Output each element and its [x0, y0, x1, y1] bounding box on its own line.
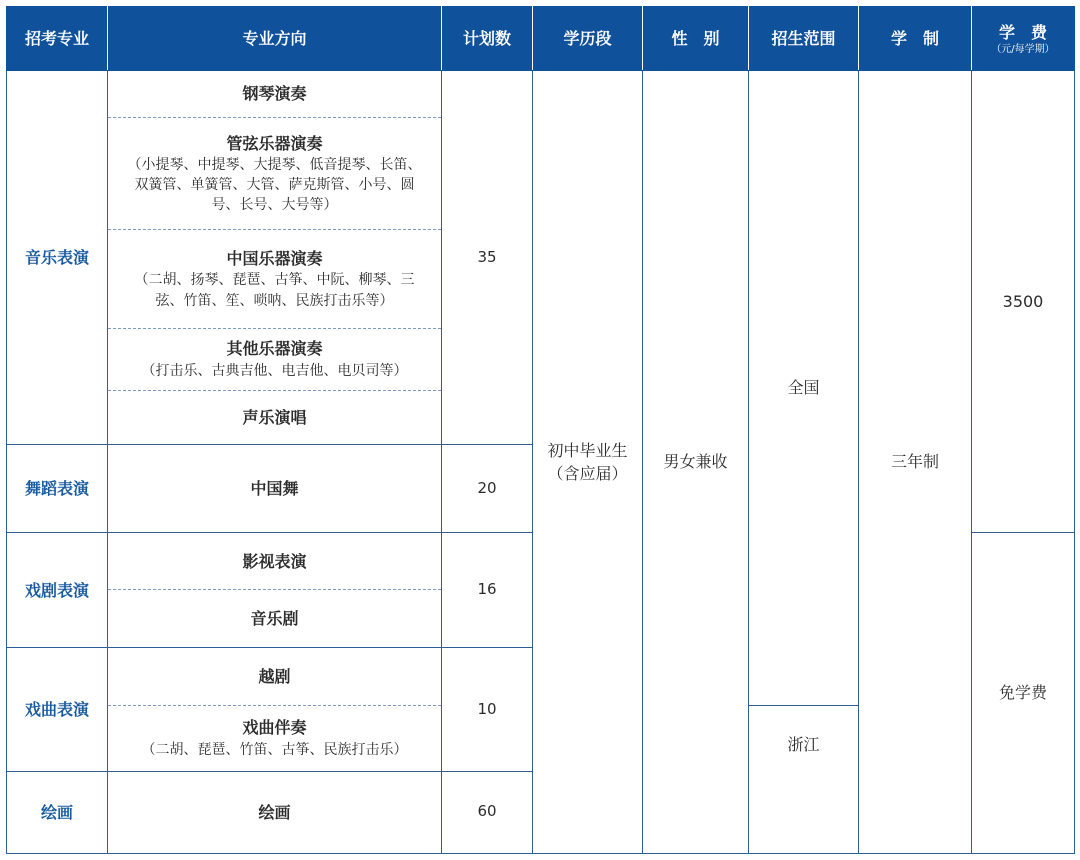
direction-vocal — [108, 390, 442, 444]
plan-painting: 60 — [442, 771, 533, 853]
direction-desc: （二胡、扬琴、琵琶、古筝、中阮、柳琴、三弦、竹笛、笙、唢呐、民族打击乐等） — [134, 272, 415, 309]
header-fee-note: （元/每学期） — [991, 44, 1055, 56]
direction-film-acting — [108, 533, 442, 590]
gender-text: 男女兼收 — [663, 452, 728, 472]
major-dance: 舞蹈表演 — [7, 444, 108, 532]
plan-opera: 10 — [442, 648, 533, 771]
fee-free-text: 免学费 — [998, 683, 1047, 703]
scope-national-text: 全国 — [787, 377, 820, 397]
direction-opera-accompaniment — [108, 705, 442, 771]
direction-name: 其他乐器演奏 — [226, 339, 323, 359]
direction-name: 绘画 — [258, 802, 291, 822]
education-cell — [533, 71, 643, 854]
header-gender: 性 别 — [643, 7, 749, 71]
header-education: 学历段 — [533, 7, 643, 71]
direction-orchestral — [108, 118, 442, 230]
header-direction: 专业方向 — [108, 7, 442, 71]
plan-drama: 16 — [442, 533, 533, 648]
plan-music: 35 — [442, 71, 533, 445]
direction-name: 管弦乐器演奏 — [226, 133, 323, 153]
major-painting: 绘画 — [7, 771, 108, 853]
scope-zhejiang-cell — [749, 705, 859, 853]
admission-table — [6, 6, 1075, 854]
fee-3500-text: 3500 — [1002, 291, 1044, 311]
direction-name: 钢琴演奏 — [242, 84, 307, 104]
direction-desc: （二胡、琵琶、竹笛、古筝、民族打击乐） — [141, 741, 408, 758]
direction-painting — [108, 771, 442, 853]
direction-desc: （打击乐、古典吉他、电吉他、电贝司等） — [141, 362, 408, 379]
header-duration: 学 制 — [859, 7, 972, 71]
fee-3500-cell — [972, 71, 1075, 533]
scope-national-cell — [749, 71, 859, 706]
direction-other-instruments — [108, 328, 442, 390]
education-text: 初中毕业生（含应届） — [547, 440, 628, 483]
fee-free-cell — [972, 533, 1075, 854]
header-scope: 招生范围 — [749, 7, 859, 71]
major-opera: 戏曲表演 — [7, 648, 108, 771]
direction-name: 声乐演唱 — [242, 407, 307, 427]
direction-yue-opera — [108, 648, 442, 705]
header-fee — [972, 7, 1075, 71]
direction-name: 音乐剧 — [250, 609, 299, 629]
direction-chinese-instruments — [108, 230, 442, 328]
header-major: 招考专业 — [7, 7, 108, 71]
major-drama: 戏剧表演 — [7, 533, 108, 648]
header-row — [7, 7, 1075, 71]
scope-zhejiang-text: 浙江 — [787, 735, 820, 755]
direction-name: 中国舞 — [250, 478, 299, 498]
direction-name: 影视表演 — [242, 551, 307, 571]
direction-piano — [108, 71, 442, 118]
direction-musical — [108, 590, 442, 648]
table-row — [7, 71, 1075, 118]
direction-name: 戏曲伴奏 — [242, 718, 307, 738]
header-plan: 计划数 — [442, 7, 533, 71]
direction-chinese-dance — [108, 444, 442, 532]
duration-cell — [859, 71, 972, 854]
header-fee-label: 学 费 — [998, 22, 1047, 42]
direction-name: 中国乐器演奏 — [226, 249, 323, 269]
duration-text: 三年制 — [890, 452, 939, 472]
direction-desc: （小提琴、中提琴、大提琴、低音提琴、长笛、双簧管、单簧管、大管、萨克斯管、小号、圆号、长号、大号等） — [127, 156, 422, 214]
gender-cell — [643, 71, 749, 854]
major-music: 音乐表演 — [7, 71, 108, 445]
direction-name: 越剧 — [258, 666, 291, 686]
plan-dance: 20 — [442, 444, 533, 532]
